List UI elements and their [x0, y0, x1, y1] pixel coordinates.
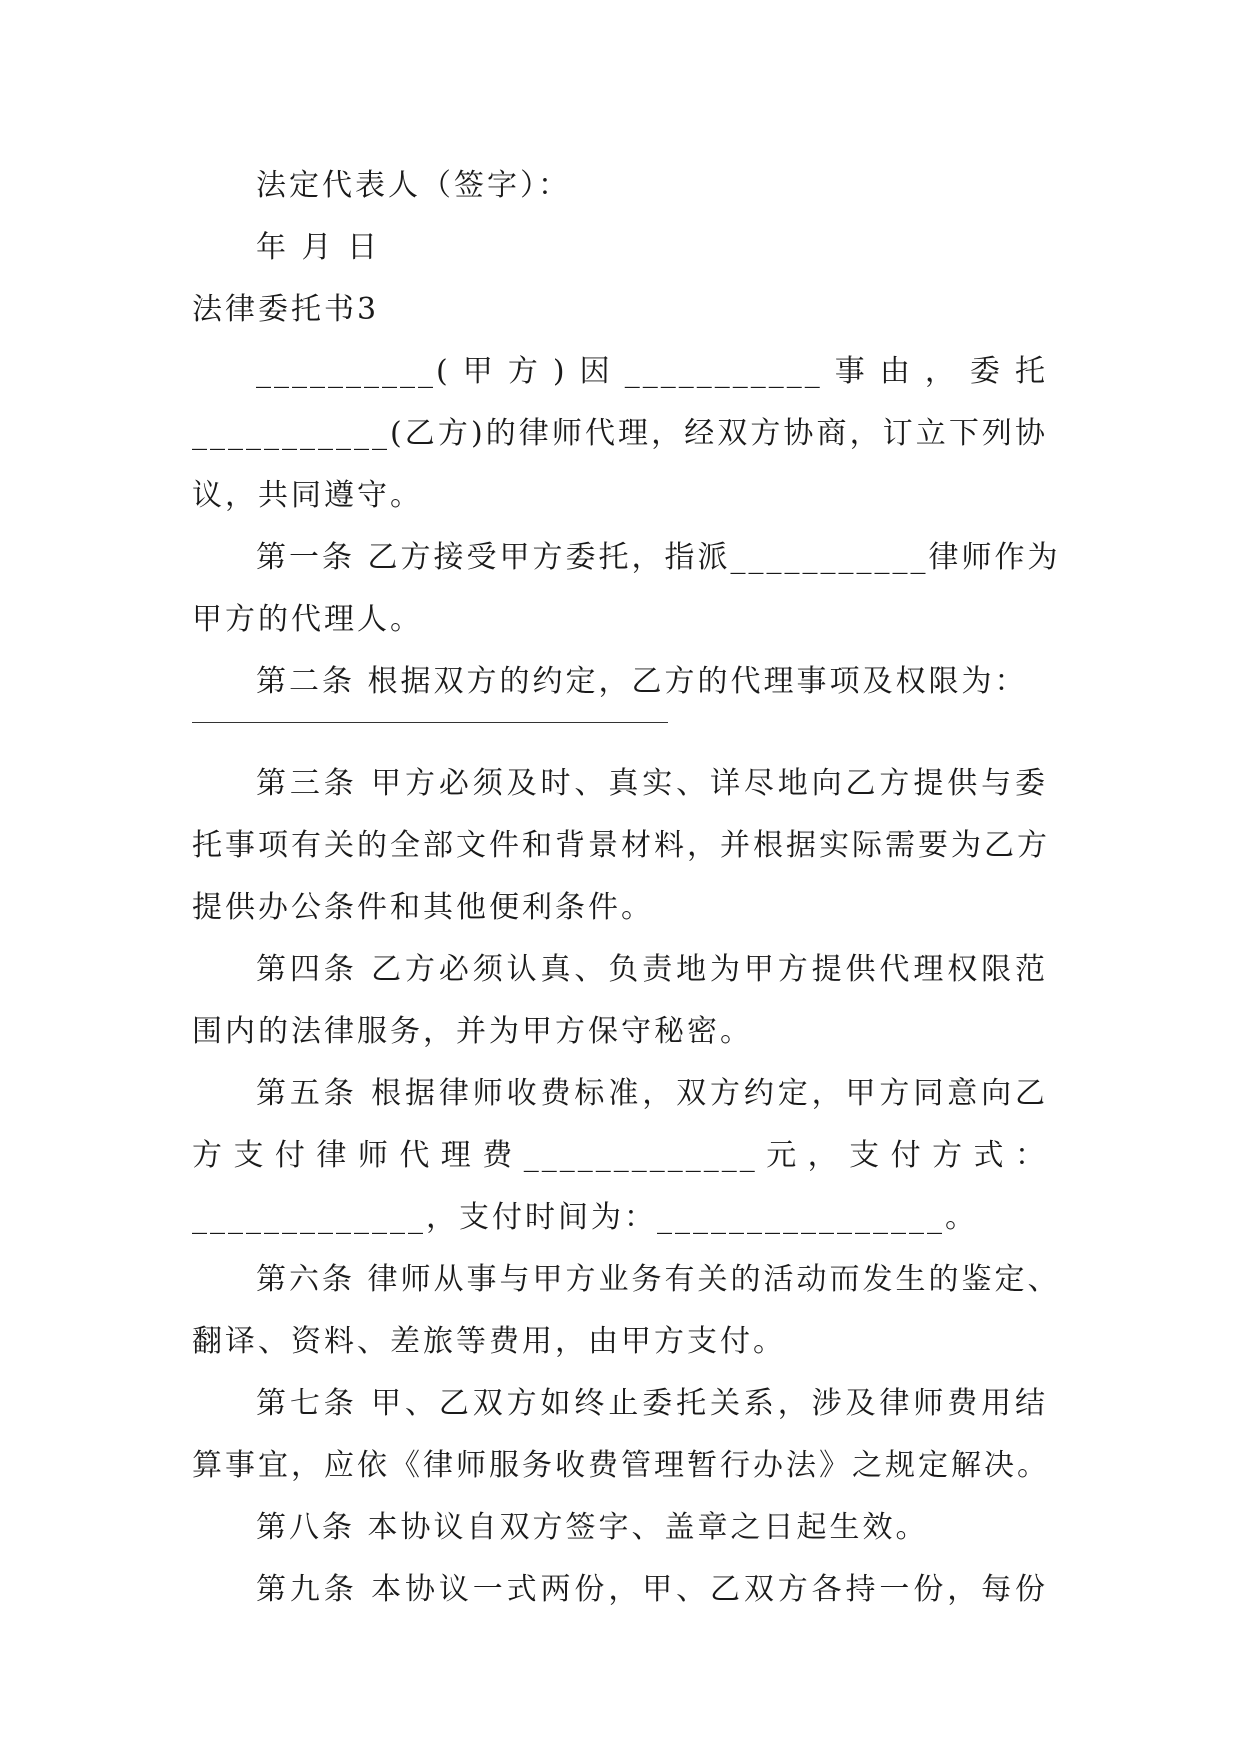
intro-line-1: __________(甲方)因___________事由，委托 [256, 354, 1048, 389]
article-3-line-2: 托事项有关的全部文件和背景材料，并根据实际需要为乙方 [192, 828, 1050, 863]
article-6-line-1: 第六条 律师从事与甲方业务有关的活动而发生的鉴定、 [256, 1262, 1061, 1297]
article-9-line-1: 第九条 本协议一式两份，甲、乙双方各持一份，每份 [256, 1572, 1048, 1607]
article-4-line-2: 围内的法律服务，并为甲方保守秘密。 [192, 1014, 753, 1049]
date-line: 年 月 日 [256, 230, 381, 265]
article-4-line-1: 第四条 乙方必须认真、负责地为甲方提供代理权限范 [256, 952, 1048, 987]
article-2-line-1: 第二条 根据双方的约定，乙方的代理事项及权限为： [256, 664, 1028, 699]
article-1-line-2: 甲方的代理人。 [192, 602, 423, 637]
article-3-line-3: 提供办公条件和其他便利条件。 [192, 890, 654, 925]
article-1-line-1: 第一条 乙方接受甲方委托，指派___________律师作为 [256, 540, 1061, 575]
intro-line-3: 议，共同遵守。 [192, 478, 423, 513]
document-heading: 法律委托书3 [192, 292, 380, 327]
blank-underline [192, 722, 668, 723]
intro-line-2: ___________(乙方)的律师代理，经双方协商，订立下列协 [192, 416, 1048, 451]
article-5-line-2: 方支付律师代理费_____________元，支付方式： [192, 1138, 1048, 1173]
article-8-line-1: 第八条 本协议自双方签字、盖章之日起生效。 [256, 1510, 929, 1545]
signature-label: 法定代表人（签字）： [256, 168, 571, 203]
article-5-line-3: _____________，支付时间为：________________。 [192, 1200, 978, 1235]
article-7-line-1: 第七条 甲、乙双方如终止委托关系，涉及律师费用结 [256, 1386, 1048, 1421]
article-6-line-2: 翻译、资料、差旅等费用，由甲方支付。 [192, 1324, 786, 1359]
article-5-line-1: 第五条 根据律师收费标准，双方约定，甲方同意向乙 [256, 1076, 1048, 1111]
article-7-line-2: 算事宜，应依《律师服务收费管理暂行办法》之规定解决。 [192, 1448, 1050, 1483]
article-3-line-1: 第三条 甲方必须及时、真实、详尽地向乙方提供与委 [256, 766, 1048, 801]
